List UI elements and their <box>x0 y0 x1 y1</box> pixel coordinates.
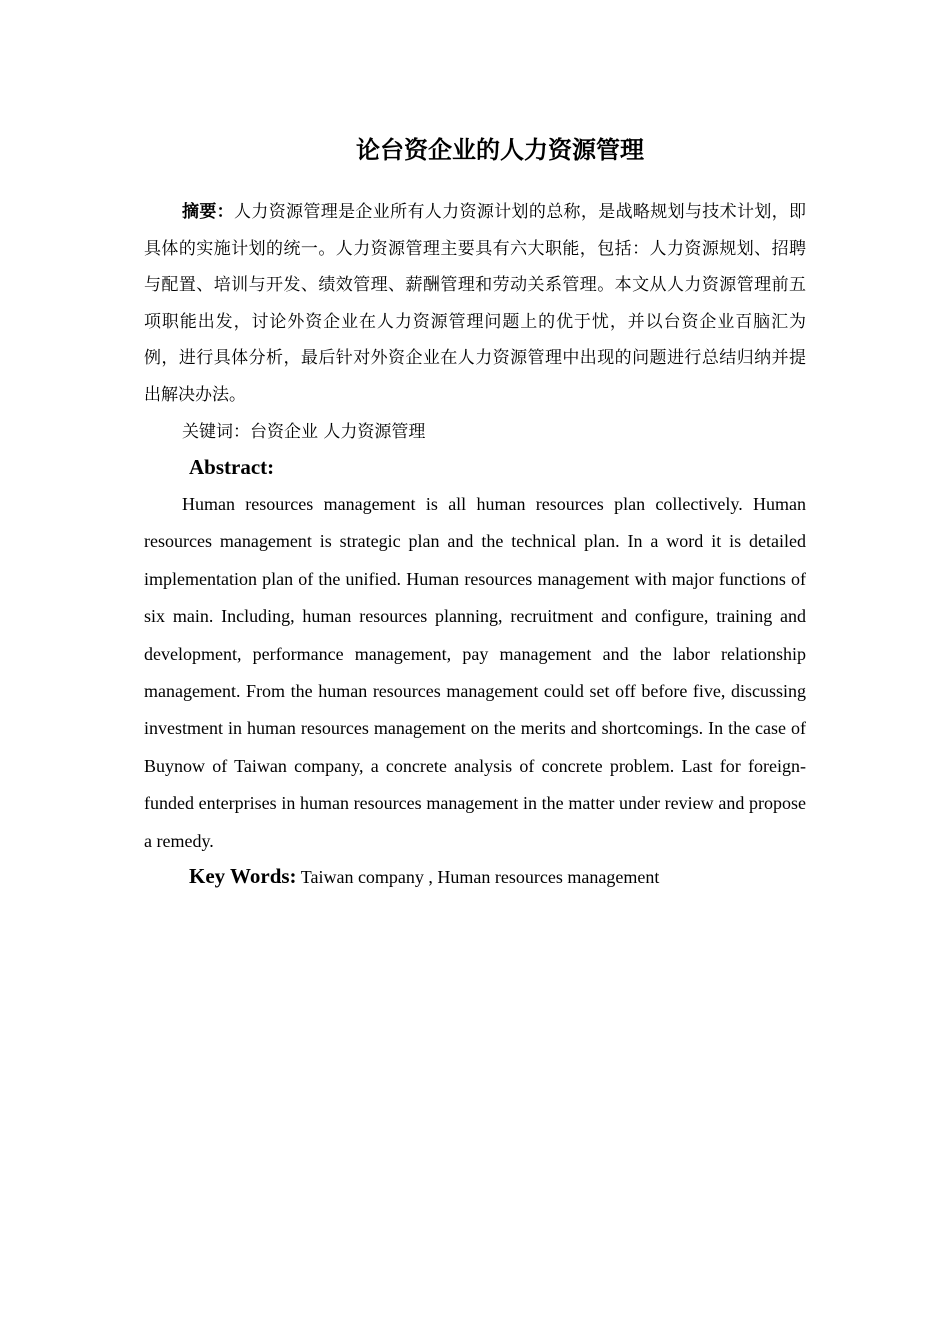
abstract-english-text: Human resources management is all human resources plan collectively. Human resources management is strategic plan and the technical plan. In a word it is detailed implementation plan of the unified. Human resources management with major functions of six main. Including, human resources planning, recruitment and configure, training and development, performance management, pay management and the labor relationship management. From the human resources management could set off before five, discussing investment in human resources management on the merits and shortcomings. In the case of Buynow of Taiwan company, a concrete analysis of concrete problem. Last for foreign-funded enterprises in human resources management in the matter under review and propose a remedy. <box>144 494 806 851</box>
abstract-english-heading: Abstract: <box>189 455 275 479</box>
keywords-chinese: 关键词：台资企业 人力资源管理 <box>182 422 426 442</box>
keywords-english-text: Taiwan company , Human resources management <box>296 867 660 887</box>
page-title: 论台资企业的人力资源管理 <box>356 136 644 164</box>
keywords-english <box>189 861 809 892</box>
abstract-chinese <box>144 194 806 413</box>
abstract-chinese-label: 摘要： <box>182 202 235 222</box>
abstract-chinese-text: 人力资源管理是企业所有人力资源计划的总称，是战略规划与技术计划，即具体的实施计划的统一。人力资源管理主要具有六大职能，包括：人力资源规划、招聘与配置、培训与开发、绩效管理、薪酬管理和劳动关系管理。本文从人力资源管理前五项职能出发，讨论外资企业在人力资源管理问题上的优于忧，并以台资企业百脑汇为例，进行具体分析，最后针对外资企业在人力资源管理中出现的问题进行总结归纳并提出解决办法。 <box>144 202 807 405</box>
keywords-english-label: Key Words: <box>189 864 297 888</box>
